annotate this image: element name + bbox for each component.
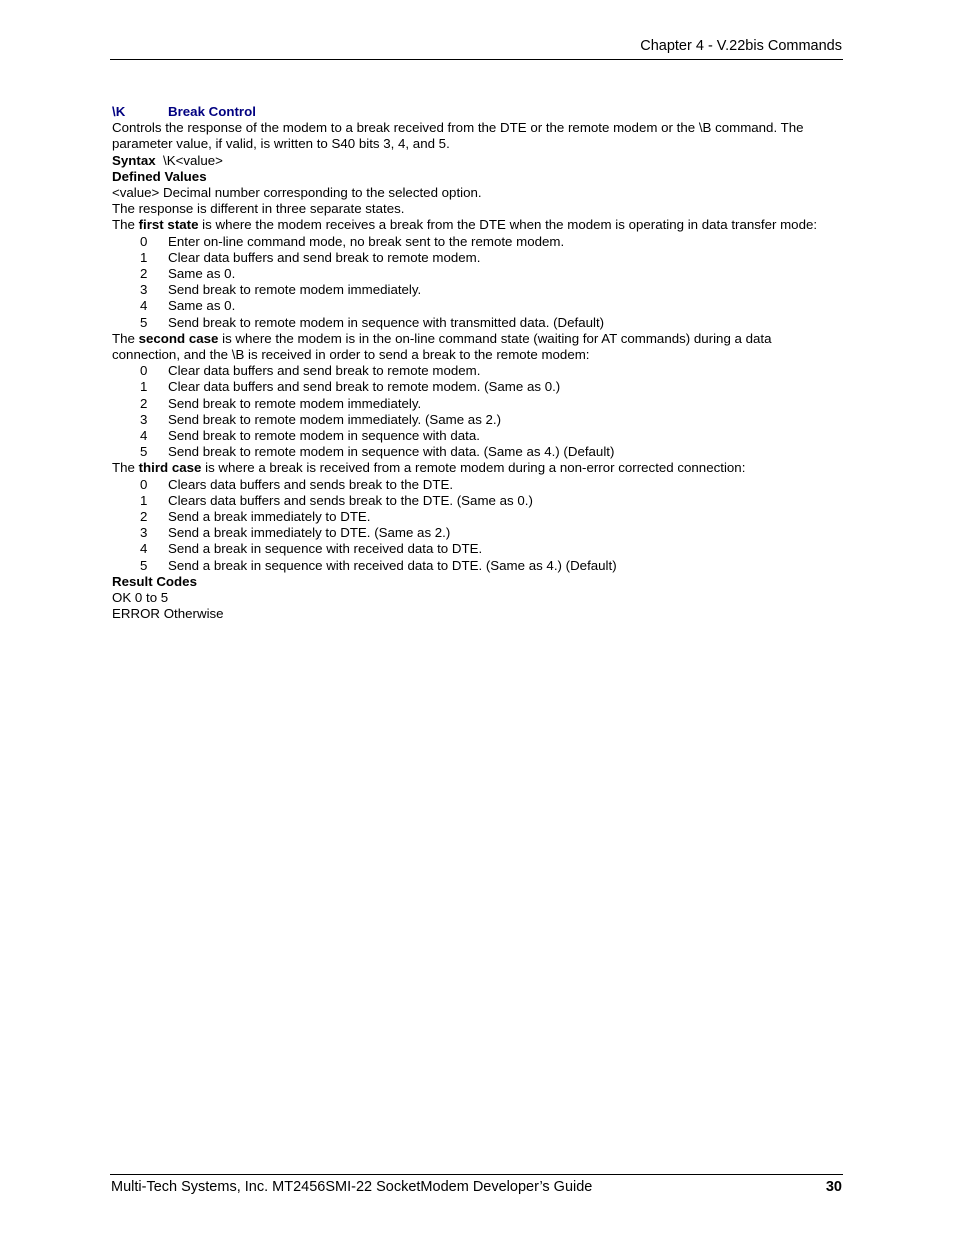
list-item xyxy=(112,558,832,574)
syntax-label: Syntax xyxy=(112,152,156,168)
option-text: Same as 0. xyxy=(168,266,236,282)
syntax-value: \K<value> xyxy=(163,152,223,168)
section-content xyxy=(112,104,832,623)
option-text: Send break to remote modem in sequence with data. (Same as 4.) (Default) xyxy=(168,444,615,460)
option-text: Send a break in sequence with received data to DTE. xyxy=(168,541,483,557)
second-bold: second case xyxy=(138,330,219,346)
option-text: Send break to remote modem immediately. (Same as 2.) xyxy=(168,411,502,427)
intro-paragraph: Controls the response of the modem to a break received from the DTE or the remote modem or the \B command. The parameter value, if valid, is written to S40 bits 3, 4, and 5. xyxy=(112,120,804,152)
list-item xyxy=(112,282,832,298)
response-note: The response is different in three separate states. xyxy=(112,201,405,217)
list-item xyxy=(112,541,832,557)
option-number: 0 xyxy=(140,476,148,492)
option-text: Enter on-line command mode, no break sent to the remote modem. xyxy=(168,233,565,249)
second-case-list xyxy=(112,363,832,460)
result-ok: OK 0 to 5 xyxy=(112,590,169,606)
option-text: Send break to remote modem in sequence with data. xyxy=(168,428,480,444)
syntax-line xyxy=(112,153,832,169)
option-number: 5 xyxy=(140,314,148,330)
option-number: 3 xyxy=(140,525,148,541)
second-pre: The xyxy=(112,330,139,346)
list-item xyxy=(112,363,832,379)
option-text: Clear data buffers and send break to remote modem. xyxy=(168,363,481,379)
list-item xyxy=(112,266,832,282)
option-text: Clears data buffers and sends break to the DTE. xyxy=(168,476,454,492)
option-text: Send a break immediately to DTE. (Same as 2.) xyxy=(168,525,451,541)
page-header xyxy=(110,38,843,60)
list-item xyxy=(112,493,832,509)
option-text: Send a break immediately to DTE. xyxy=(168,509,371,525)
option-number: 0 xyxy=(140,233,148,249)
option-number: 3 xyxy=(140,282,148,298)
third-case-list xyxy=(112,477,832,574)
first-state-paragraph xyxy=(112,217,832,233)
list-item xyxy=(112,379,832,395)
value-description: <value> Decimal number corresponding to the selected option. xyxy=(112,185,482,201)
page-number: 30 xyxy=(825,1179,842,1195)
option-text: Send break to remote modem in sequence with transmitted data. (Default) xyxy=(168,314,605,330)
first-state-list xyxy=(112,234,832,331)
first-post: is where the modem receives a break from the DTE when the modem is operating in data transfer mode: xyxy=(198,217,818,233)
option-number: 4 xyxy=(140,428,148,444)
option-text: Same as 0. xyxy=(168,298,236,314)
option-number: 2 xyxy=(140,395,148,411)
option-number: 5 xyxy=(140,444,148,460)
list-item xyxy=(112,509,832,525)
option-number: 3 xyxy=(140,411,148,427)
list-item xyxy=(112,298,832,314)
list-item xyxy=(112,315,832,331)
option-number: 1 xyxy=(140,492,148,508)
option-number: 4 xyxy=(140,541,148,557)
option-text: Clear data buffers and send break to remote modem. xyxy=(168,249,481,265)
command-code: \K xyxy=(112,104,126,119)
list-item xyxy=(112,234,832,250)
page-footer xyxy=(110,1174,843,1195)
option-number: 1 xyxy=(140,379,148,395)
option-number: 5 xyxy=(140,557,148,573)
list-item xyxy=(112,250,832,266)
list-item xyxy=(112,525,832,541)
list-item xyxy=(112,396,832,412)
option-number: 2 xyxy=(140,509,148,525)
defined-values-heading: Defined Values xyxy=(112,168,207,184)
third-pre: The xyxy=(112,460,139,476)
third-case-paragraph xyxy=(112,460,832,476)
option-text: Clear data buffers and send break to remote modem. (Same as 0.) xyxy=(168,379,561,395)
third-post: is where a break is received from a remote modem during a non-error corrected connection: xyxy=(201,460,746,476)
first-bold: first state xyxy=(138,217,199,233)
list-item xyxy=(112,428,832,444)
result-codes-heading: Result Codes xyxy=(112,573,197,589)
second-case-paragraph xyxy=(112,331,832,363)
option-text: Send a break in sequence with received data to DTE. (Same as 4.) (Default) xyxy=(168,557,617,573)
option-number: 0 xyxy=(140,363,148,379)
option-number: 4 xyxy=(140,298,148,314)
list-item xyxy=(112,412,832,428)
option-text: Clears data buffers and sends break to the DTE. (Same as 0.) xyxy=(168,492,533,508)
option-text: Send break to remote modem immediately. xyxy=(168,282,422,298)
chapter-title: Chapter 4 - V.22bis Commands xyxy=(640,38,842,54)
option-text: Send break to remote modem immediately. xyxy=(168,395,422,411)
footer-title: Multi-Tech Systems, Inc. MT2456SMI-22 SocketModem Developer’s Guide xyxy=(111,1179,593,1195)
third-bold: third case xyxy=(138,460,202,476)
list-item xyxy=(112,444,832,460)
list-item xyxy=(112,477,832,493)
option-number: 2 xyxy=(140,266,148,282)
result-error: ERROR Otherwise xyxy=(112,606,224,622)
second-post: is where the modem is in the on-line command state (waiting for AT commands) during a data connection, and the \B is received in order to send a break to the remote modem: xyxy=(112,330,772,363)
option-number: 1 xyxy=(140,249,148,265)
command-name: Break Control xyxy=(168,104,256,119)
command-title xyxy=(112,104,832,120)
first-pre: The xyxy=(112,217,139,233)
